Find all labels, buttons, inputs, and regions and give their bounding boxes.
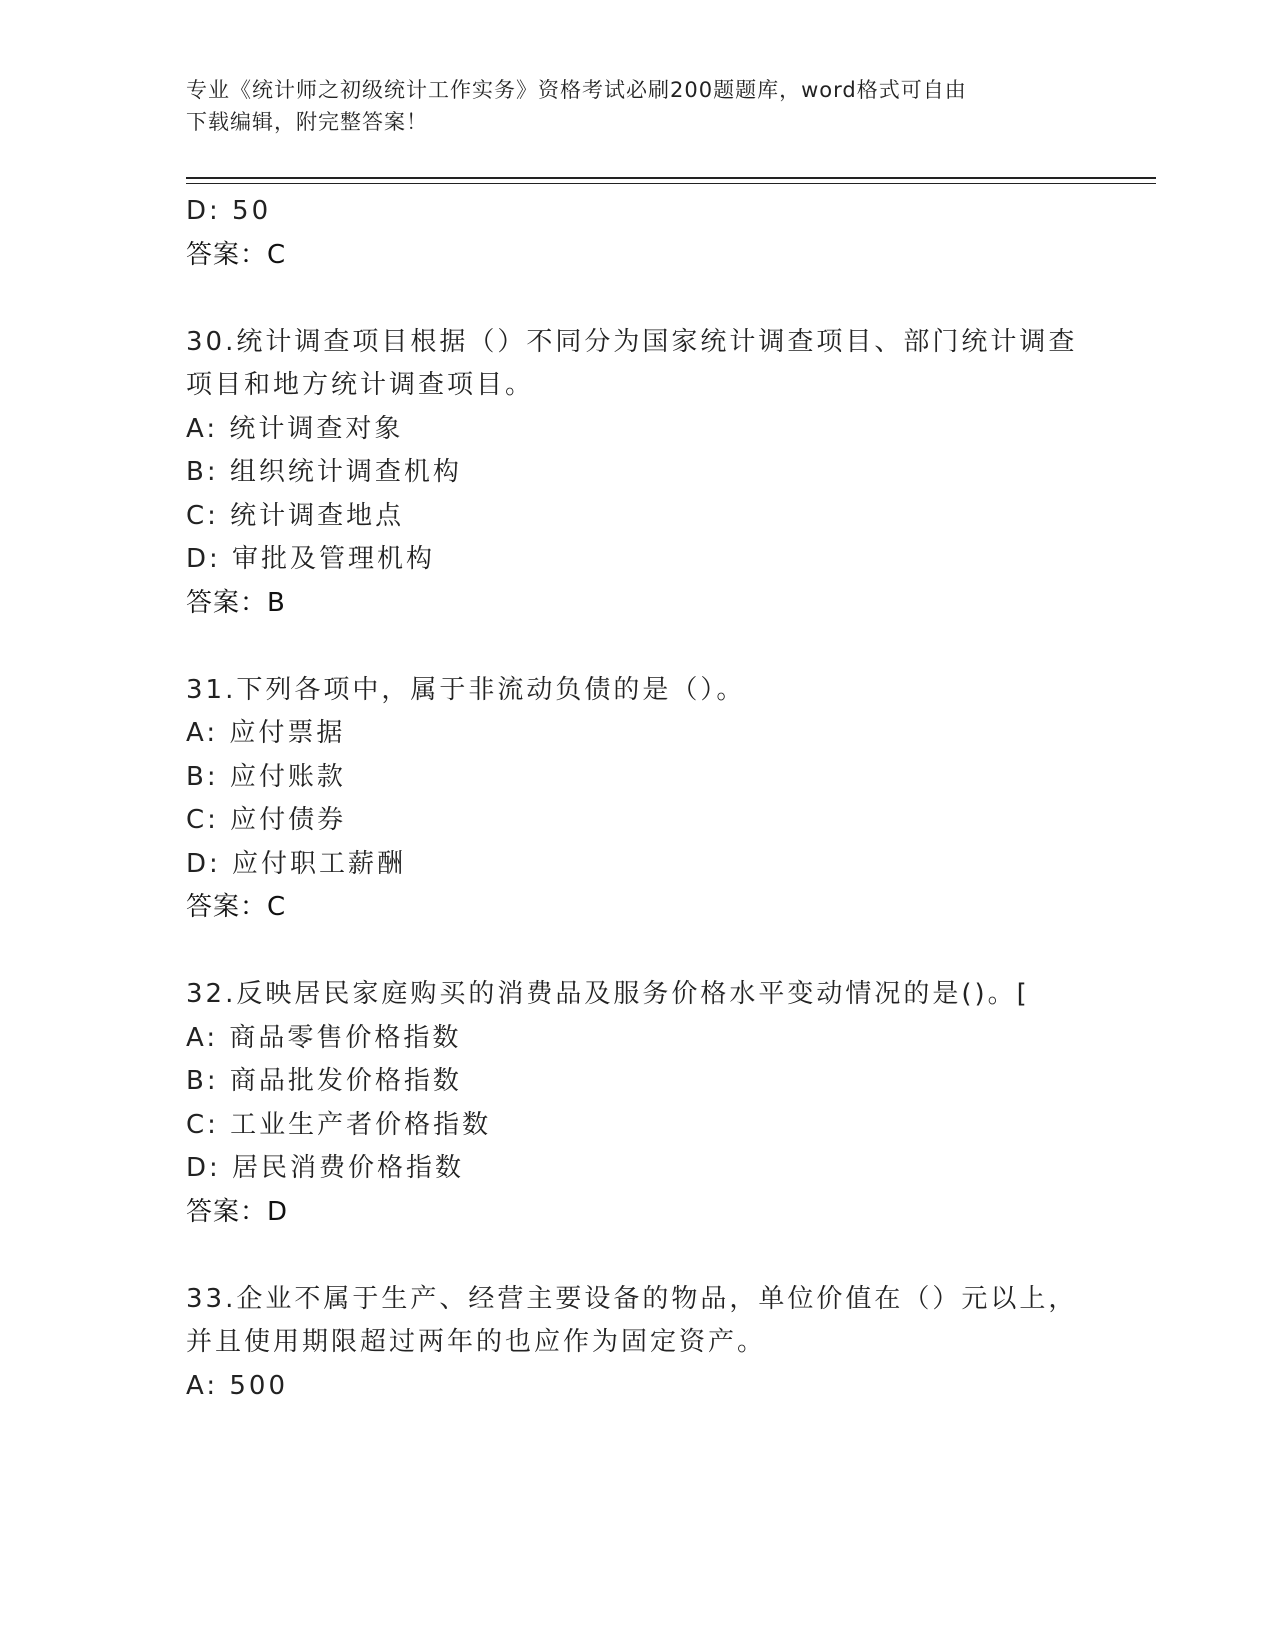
page-header [186,74,1066,138]
blank-line [186,1234,1086,1278]
blank-line [186,625,1086,669]
option-line: B: 组织统计调查机构 [186,457,462,487]
question-text: 31.下列各项中，属于非流动负债的是（）。 [186,674,746,705]
option-line: D: 50 [186,196,272,226]
question-text: 并且使用期限超过两年的也应作为固定资产。 [186,1327,767,1357]
option-line: A: 商品零售价格指数 [186,1022,462,1053]
option-line: B: 商品批发价格指数 [186,1066,462,1096]
header-divider-thin [186,183,1156,184]
option-line: B: 应付账款 [186,761,346,792]
header-line-2: 下载编辑，附完整答案！ [186,110,428,134]
question-text: 33.企业不属于生产、经营主要设备的物品，单位价值在（）元以上， [186,1283,1078,1314]
answer-line: 答案：D [186,1196,289,1227]
answer-line: 答案：C [186,239,287,270]
option-line: C: 统计调查地点 [186,500,405,531]
option-line: D: 审批及管理机构 [186,544,436,574]
header-line-1: 专业《统计师之初级统计工作实务》资格考试必刷200题题库，word格式可自由 [186,78,967,102]
question-text: 30.统计调查项目根据（）不同分为国家统计调查项目、部门统计调查 [186,326,1078,357]
option-line: A: 500 [186,1370,288,1401]
option-line: D: 应付职工薪酬 [186,848,407,879]
question-text: 项目和地方统计调查项目。 [186,370,535,400]
document-body [186,190,1086,1408]
question-text: 32.反映居民家庭购买的消费品及服务价格水平变动情况的是()。[ [186,979,1030,1009]
blank-line [186,930,1086,974]
option-line: A: 统计调查对象 [186,413,404,444]
header-divider-thick [186,177,1156,179]
option-line: D: 居民消费价格指数 [186,1153,465,1183]
answer-line: 答案：B [186,587,286,618]
blank-line [186,277,1086,321]
option-line: C: 应付债券 [186,805,347,835]
option-line: A: 应付票据 [186,718,346,748]
answer-line: 答案：C [186,892,287,922]
option-line: C: 工业生产者价格指数 [186,1109,492,1140]
